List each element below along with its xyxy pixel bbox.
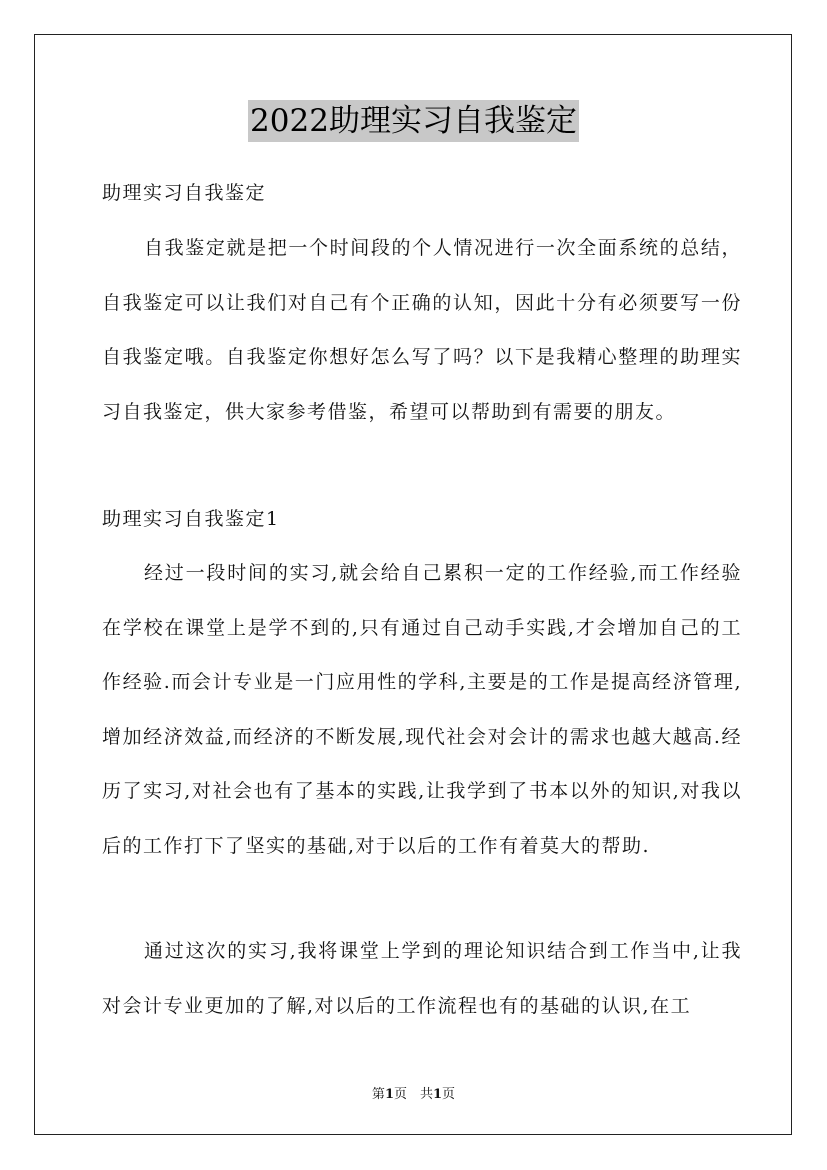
footer-suffix: 页 (442, 1087, 456, 1102)
page-footer (0, 1083, 827, 1102)
title-wrap (0, 100, 827, 142)
section-1-paragraph-1: 经过一段时间的实习,就会给自己累积一定的工作经验,而工作经验在学校在课堂上是学不到的,只有通过自己动手实践,才会增加自己的工作经验.而会计专业是一门应用性的学科,主要是的工作是提高经济管理,增加经济效益,而经济的不断发展,现代社会对会计的需求也越大越高.经历了实习,对社会也有了基本的实践,让我学到了书本以外的知识,对我以后的工作打下了坚实的基础,对于以后的工作有着莫大的帮助. (102, 562, 742, 857)
footer-prefix: 第 (371, 1087, 385, 1102)
document-title: 2022助理实习自我鉴定 (248, 100, 579, 142)
footer-total-pages: 1 (433, 1087, 443, 1102)
intro-paragraph: 自我鉴定就是把一个时间段的个人情况进行一次全面系统的总结，自我鉴定可以让我们对自己有个正确的认知，因此十分有必须要写一份自我鉴定哦。自我鉴定你想好怎么写了吗？以下是我精心整理的助理实习自我鉴定，供大家参考借鉴，希望可以帮助到有需要的朋友。 (102, 237, 742, 423)
footer-current-page: 1 (384, 1087, 394, 1102)
document-subtitle: 助理实习自我鉴定 (102, 182, 267, 204)
section-1-paragraph-2: 通过这次的实习,我将课堂上学到的理论知识结合到工作当中,让我对会计专业更加的了解,对以后的工作流程也有的基础的认识,在工 (102, 940, 742, 1017)
footer-mid: 页 共 (393, 1087, 433, 1102)
section-1-heading: 助理实习自我鉴定1 (102, 508, 280, 530)
